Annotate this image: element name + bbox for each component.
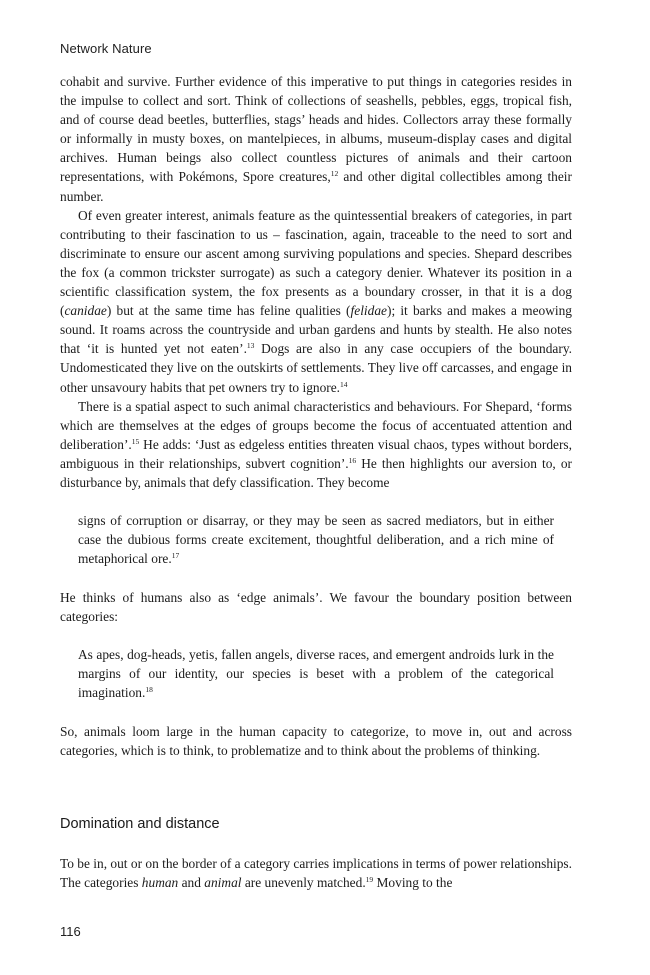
block-quote-1: signs of corruption or disarray, or they may be seen as sacred mediators, but in either case the dubious forms create excitement, thoughtful deliberation, and a rich mine of metaphorical ore.$^{17}$ bbox=[78, 513, 554, 567]
paragraph-3: There is a spatial aspect to such animal characteristics and behaviours. For Shepard, ‘forms which are themselves at the edges of groups become the focus of accentuated attention and deliberation’.$^{15}$ He adds: ‘Just as edgeless entities threaten visual chaos, types without borders, ambiguous in their relationships, subvert cognition’.$^{16}$ He then highlights our aversion to, or disturbance by, animals that defy classification. They become bbox=[60, 398, 572, 490]
body-text-top bbox=[60, 72, 572, 492]
footnote-ref-12: 12 bbox=[330, 169, 339, 179]
running-head: Network Nature bbox=[60, 41, 152, 56]
footnote-ref-15: 15 bbox=[131, 436, 140, 446]
paragraph-4: He thinks of humans also as ‘edge animals’. We favour the boundary position between categories: bbox=[60, 590, 572, 625]
footnote-ref-18: 18 bbox=[145, 685, 153, 695]
block-quote-2: As apes, dog-heads, yetis, fallen angels, diverse races, and emergent androids lurk in the margins of our identity, our species is beset with a problem of the categorical imagination.$^{18}$ bbox=[78, 647, 554, 701]
paragraph-6: To be in, out or on the border of a category carries implications in terms of power relationships. The categories human and animal are unevenly matched.$^{19}$ Moving to the bbox=[60, 856, 572, 891]
footnote-ref-17: 17 bbox=[171, 551, 180, 561]
paragraph-1: cohabit and survive. Further evidence of this imperative to put things in categories resides in the impulse to collect and sort. Think of collections of seashells, pebbles, eggs, tropical fish, and of course dead beetles, butterflies, stags’ heads and hides. Collectors array these formally or informally in musty boxes, on mantelpieces, in albums, museum-display cases and digital archives. Human beings also collect countless pictures of animals and their cartoon representations, with Pokémons, Spore creatures,$^{12}$ and other digital collectibles among their number. bbox=[60, 74, 572, 204]
section-heading: Domination and distance bbox=[60, 816, 220, 832]
paragraph-2: Of even greater interest, animals feature as the quintessential breakers of categories, in part contributing to their fascination to us – fascination, again, traceable to the need to sort and discriminate to ensure our ascent among surviving populations and species. Shepard describes the fox (a common trickster surrogate) as such a category denier. Whatever its position in a scientific classification system, the fox presents as a boundary crosser, in that it is a dog (canidae) but at the same time has feline qualities (felidae); it barks and makes a meowing sound. It roams across the countryside and urban gardens and hunts by stealth. He also notes that ‘it is hunted yet not eaten’.$^{13}$ Dogs are also in any case occupiers of the boundary. Undomesticated they live on the outskirts of settlements. They live off carcasses, and engage in other unsavoury habits that pet owners try to ignore.$^{14}$ bbox=[60, 207, 573, 395]
paragraph-5: So, animals loom large in the human capacity to categorize, to move in, out and across categories, which is to think, to problematize and to think about the problems of thinking. bbox=[60, 724, 572, 759]
footnote-ref-16: 16 bbox=[348, 455, 357, 465]
page-number: 116 bbox=[60, 924, 81, 939]
footnote-ref-19: 19 bbox=[365, 875, 374, 885]
footnote-ref-14: 14 bbox=[340, 379, 348, 389]
footnote-ref-13: 13 bbox=[246, 341, 255, 351]
